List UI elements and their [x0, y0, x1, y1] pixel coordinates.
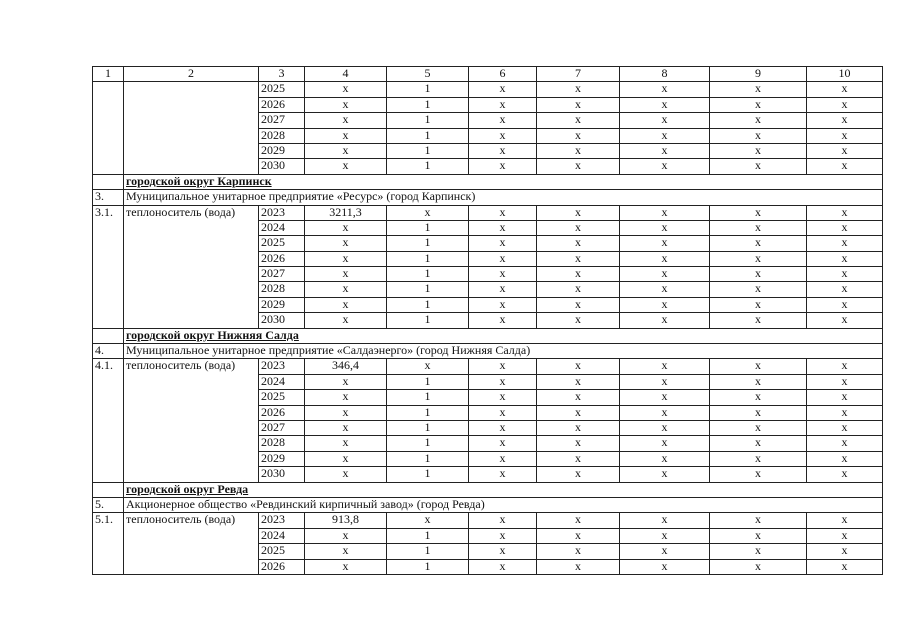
value-cell: x — [537, 220, 620, 235]
value-cell: 346,4 — [305, 359, 387, 374]
value-cell: x — [537, 374, 620, 389]
value-cell: x — [305, 282, 387, 297]
value-cell: x — [469, 297, 537, 312]
year-cell: 2026 — [259, 405, 305, 420]
column-number-header: 1 — [93, 67, 124, 82]
item-number: 5.1. — [93, 513, 124, 575]
value-cell: x — [469, 405, 537, 420]
value-cell: x — [537, 143, 620, 158]
table-row — [93, 82, 883, 97]
value-cell: x — [710, 267, 807, 282]
value-cell: x — [620, 267, 710, 282]
value-cell: x — [537, 513, 620, 528]
value-cell: x — [537, 528, 620, 543]
value-cell: x — [807, 420, 883, 435]
item-name: теплоноситель (вода) — [124, 205, 259, 328]
value-cell: x — [807, 205, 883, 220]
value-cell: x — [807, 559, 883, 574]
value-cell: x — [807, 113, 883, 128]
value-cell: x — [807, 390, 883, 405]
value-cell: x — [620, 297, 710, 312]
column-number-header: 2 — [124, 67, 259, 82]
year-cell: 2026 — [259, 251, 305, 266]
value-cell: x — [537, 390, 620, 405]
organization-row — [93, 344, 883, 359]
value-cell: x — [807, 374, 883, 389]
year-cell: 2023 — [259, 205, 305, 220]
value-cell: x — [807, 143, 883, 158]
district-row — [93, 174, 883, 189]
value-cell: x — [305, 374, 387, 389]
value-cell: x — [469, 544, 537, 559]
value-cell: 1 — [387, 559, 469, 574]
value-cell: x — [469, 451, 537, 466]
value-cell: 1 — [387, 420, 469, 435]
value-cell: x — [620, 282, 710, 297]
value-cell: x — [537, 113, 620, 128]
value-cell: x — [710, 436, 807, 451]
value-cell: x — [620, 128, 710, 143]
value-cell: x — [469, 420, 537, 435]
year-cell: 2030 — [259, 467, 305, 482]
value-cell: x — [469, 313, 537, 328]
value-cell: x — [807, 282, 883, 297]
value-cell: x — [807, 220, 883, 235]
value-cell: 913,8 — [305, 513, 387, 528]
column-number-header: 6 — [469, 67, 537, 82]
value-cell: x — [620, 236, 710, 251]
value-cell: x — [620, 313, 710, 328]
value-cell: 1 — [387, 528, 469, 543]
value-cell: 1 — [387, 405, 469, 420]
value-cell: x — [710, 467, 807, 482]
value-cell: x — [537, 82, 620, 97]
table-row — [93, 359, 883, 374]
value-cell: x — [305, 143, 387, 158]
value-cell: x — [537, 359, 620, 374]
row-number: 4. — [93, 344, 124, 359]
value-cell: x — [387, 205, 469, 220]
value-cell: x — [807, 251, 883, 266]
value-cell: x — [469, 143, 537, 158]
table-row — [93, 205, 883, 220]
row-number: 3. — [93, 190, 124, 205]
year-cell: 2023 — [259, 359, 305, 374]
column-number-header: 10 — [807, 67, 883, 82]
value-cell: x — [710, 282, 807, 297]
value-cell: x — [710, 390, 807, 405]
value-cell: x — [305, 82, 387, 97]
value-cell: x — [469, 82, 537, 97]
value-cell: x — [807, 297, 883, 312]
value-cell: x — [807, 467, 883, 482]
value-cell: x — [469, 436, 537, 451]
value-cell: x — [305, 544, 387, 559]
value-cell: x — [710, 251, 807, 266]
value-cell: x — [710, 128, 807, 143]
value-cell: x — [620, 528, 710, 543]
value-cell: x — [807, 528, 883, 543]
value-cell: x — [620, 220, 710, 235]
year-cell: 2025 — [259, 544, 305, 559]
value-cell: x — [710, 405, 807, 420]
value-cell: x — [710, 513, 807, 528]
value-cell: x — [620, 513, 710, 528]
value-cell: x — [305, 467, 387, 482]
year-cell: 2024 — [259, 220, 305, 235]
value-cell: x — [305, 390, 387, 405]
value-cell: x — [620, 420, 710, 435]
value-cell: x — [469, 467, 537, 482]
year-cell: 2027 — [259, 113, 305, 128]
value-cell: x — [710, 420, 807, 435]
value-cell: x — [710, 236, 807, 251]
header-row — [93, 67, 883, 82]
value-cell: x — [469, 236, 537, 251]
empty-cell — [93, 82, 124, 174]
value-cell: x — [807, 405, 883, 420]
district-row — [93, 328, 883, 343]
value-cell: x — [620, 359, 710, 374]
organization-name: Муниципальное унитарное предприятие «Ресурс» (город Карпинск) — [124, 190, 883, 205]
value-cell: x — [305, 251, 387, 266]
value-cell: x — [710, 159, 807, 174]
value-cell: 1 — [387, 282, 469, 297]
value-cell: 1 — [387, 436, 469, 451]
organization-name: Акционерное общество «Ревдинский кирпичный завод» (город Ревда) — [124, 497, 883, 512]
year-cell: 2029 — [259, 143, 305, 158]
value-cell: x — [620, 467, 710, 482]
item-name: теплоноситель (вода) — [124, 513, 259, 575]
value-cell: x — [537, 205, 620, 220]
value-cell: x — [305, 297, 387, 312]
value-cell: 1 — [387, 97, 469, 112]
organization-row — [93, 497, 883, 512]
value-cell: x — [537, 97, 620, 112]
organization-name: Муниципальное унитарное предприятие «Салдаэнерго» (город Нижняя Салда) — [124, 344, 883, 359]
value-cell: x — [469, 282, 537, 297]
value-cell: 1 — [387, 251, 469, 266]
value-cell: x — [305, 128, 387, 143]
value-cell: x — [469, 528, 537, 543]
value-cell: x — [620, 97, 710, 112]
value-cell: x — [537, 436, 620, 451]
value-cell: x — [305, 559, 387, 574]
district-heading: городской округ Ревда — [124, 482, 883, 497]
value-cell: 3211,3 — [305, 205, 387, 220]
value-cell: 1 — [387, 467, 469, 482]
value-cell: x — [620, 205, 710, 220]
year-cell: 2029 — [259, 451, 305, 466]
value-cell: x — [807, 97, 883, 112]
value-cell: x — [807, 359, 883, 374]
year-cell: 2028 — [259, 128, 305, 143]
value-cell: x — [620, 451, 710, 466]
value-cell: x — [469, 97, 537, 112]
year-cell: 2026 — [259, 559, 305, 574]
value-cell: x — [710, 97, 807, 112]
value-cell: x — [710, 359, 807, 374]
value-cell: x — [710, 313, 807, 328]
value-cell: x — [305, 220, 387, 235]
value-cell: x — [620, 251, 710, 266]
value-cell: x — [620, 390, 710, 405]
organization-row — [93, 190, 883, 205]
table-row — [93, 513, 883, 528]
value-cell: 1 — [387, 544, 469, 559]
year-cell: 2025 — [259, 390, 305, 405]
year-cell: 2030 — [259, 159, 305, 174]
value-cell: x — [620, 159, 710, 174]
year-cell: 2024 — [259, 374, 305, 389]
value-cell: x — [387, 513, 469, 528]
value-cell: 1 — [387, 128, 469, 143]
value-cell: x — [537, 451, 620, 466]
value-cell: x — [710, 113, 807, 128]
value-cell: x — [620, 544, 710, 559]
value-cell: x — [620, 559, 710, 574]
value-cell: x — [710, 451, 807, 466]
year-cell: 2027 — [259, 420, 305, 435]
value-cell: x — [469, 251, 537, 266]
table-body — [93, 67, 883, 575]
value-cell: x — [305, 420, 387, 435]
value-cell: x — [710, 205, 807, 220]
value-cell: x — [807, 267, 883, 282]
value-cell: x — [710, 559, 807, 574]
value-cell: 1 — [387, 143, 469, 158]
value-cell: x — [469, 374, 537, 389]
value-cell: x — [710, 544, 807, 559]
empty-cell — [93, 328, 124, 343]
value-cell: x — [710, 374, 807, 389]
column-number-header: 8 — [620, 67, 710, 82]
value-cell: x — [537, 267, 620, 282]
value-cell: x — [469, 220, 537, 235]
value-cell: x — [469, 359, 537, 374]
value-cell: x — [807, 236, 883, 251]
value-cell: x — [710, 82, 807, 97]
column-number-header: 3 — [259, 67, 305, 82]
value-cell: x — [537, 313, 620, 328]
value-cell: x — [305, 159, 387, 174]
value-cell: x — [807, 159, 883, 174]
district-heading: городской округ Карпинск — [124, 174, 883, 189]
value-cell: x — [387, 359, 469, 374]
value-cell: x — [305, 528, 387, 543]
value-cell: x — [469, 128, 537, 143]
year-cell: 2028 — [259, 282, 305, 297]
value-cell: 1 — [387, 159, 469, 174]
value-cell: x — [469, 159, 537, 174]
value-cell: 1 — [387, 113, 469, 128]
value-cell: 1 — [387, 390, 469, 405]
value-cell: x — [537, 128, 620, 143]
value-cell: x — [710, 220, 807, 235]
empty-cell — [124, 82, 259, 174]
value-cell: x — [305, 236, 387, 251]
year-cell: 2028 — [259, 436, 305, 451]
empty-cell — [93, 174, 124, 189]
district-row — [93, 482, 883, 497]
value-cell: x — [807, 544, 883, 559]
value-cell: x — [537, 159, 620, 174]
value-cell: 1 — [387, 297, 469, 312]
value-cell: x — [305, 97, 387, 112]
year-cell: 2030 — [259, 313, 305, 328]
value-cell: x — [305, 405, 387, 420]
value-cell: x — [620, 143, 710, 158]
value-cell: 1 — [387, 267, 469, 282]
value-cell: 1 — [387, 451, 469, 466]
year-cell: 2027 — [259, 267, 305, 282]
year-cell: 2025 — [259, 236, 305, 251]
value-cell: x — [620, 436, 710, 451]
value-cell: x — [469, 267, 537, 282]
column-number-header: 9 — [710, 67, 807, 82]
value-cell: x — [620, 82, 710, 97]
value-cell: x — [807, 313, 883, 328]
value-cell: 1 — [387, 220, 469, 235]
value-cell: x — [710, 297, 807, 312]
value-cell: x — [537, 282, 620, 297]
value-cell: x — [807, 513, 883, 528]
year-cell: 2029 — [259, 297, 305, 312]
value-cell: x — [537, 544, 620, 559]
district-heading: городской округ Нижняя Салда — [124, 328, 883, 343]
empty-cell — [93, 482, 124, 497]
value-cell: 1 — [387, 82, 469, 97]
row-number: 5. — [93, 497, 124, 512]
value-cell: x — [620, 113, 710, 128]
value-cell: x — [710, 528, 807, 543]
tariff-table — [92, 66, 883, 575]
value-cell: x — [305, 267, 387, 282]
value-cell: x — [305, 451, 387, 466]
item-name: теплоноситель (вода) — [124, 359, 259, 482]
value-cell: x — [469, 559, 537, 574]
value-cell: x — [807, 128, 883, 143]
value-cell: x — [305, 313, 387, 328]
year-cell: 2024 — [259, 528, 305, 543]
value-cell: x — [537, 297, 620, 312]
value-cell: x — [620, 374, 710, 389]
value-cell: x — [305, 113, 387, 128]
value-cell: 1 — [387, 374, 469, 389]
value-cell: x — [469, 205, 537, 220]
value-cell: x — [469, 513, 537, 528]
value-cell: 1 — [387, 313, 469, 328]
value-cell: x — [537, 420, 620, 435]
item-number: 4.1. — [93, 359, 124, 482]
item-number: 3.1. — [93, 205, 124, 328]
value-cell: x — [537, 251, 620, 266]
year-cell: 2025 — [259, 82, 305, 97]
value-cell: x — [807, 451, 883, 466]
value-cell: x — [537, 559, 620, 574]
value-cell: x — [469, 113, 537, 128]
value-cell: x — [710, 143, 807, 158]
year-cell: 2023 — [259, 513, 305, 528]
value-cell: 1 — [387, 236, 469, 251]
value-cell: x — [620, 405, 710, 420]
value-cell: x — [537, 405, 620, 420]
value-cell: x — [305, 436, 387, 451]
year-cell: 2026 — [259, 97, 305, 112]
column-number-header: 4 — [305, 67, 387, 82]
value-cell: x — [537, 467, 620, 482]
column-number-header: 7 — [537, 67, 620, 82]
value-cell: x — [807, 436, 883, 451]
value-cell: x — [469, 390, 537, 405]
value-cell: x — [807, 82, 883, 97]
column-number-header: 5 — [387, 67, 469, 82]
value-cell: x — [537, 236, 620, 251]
